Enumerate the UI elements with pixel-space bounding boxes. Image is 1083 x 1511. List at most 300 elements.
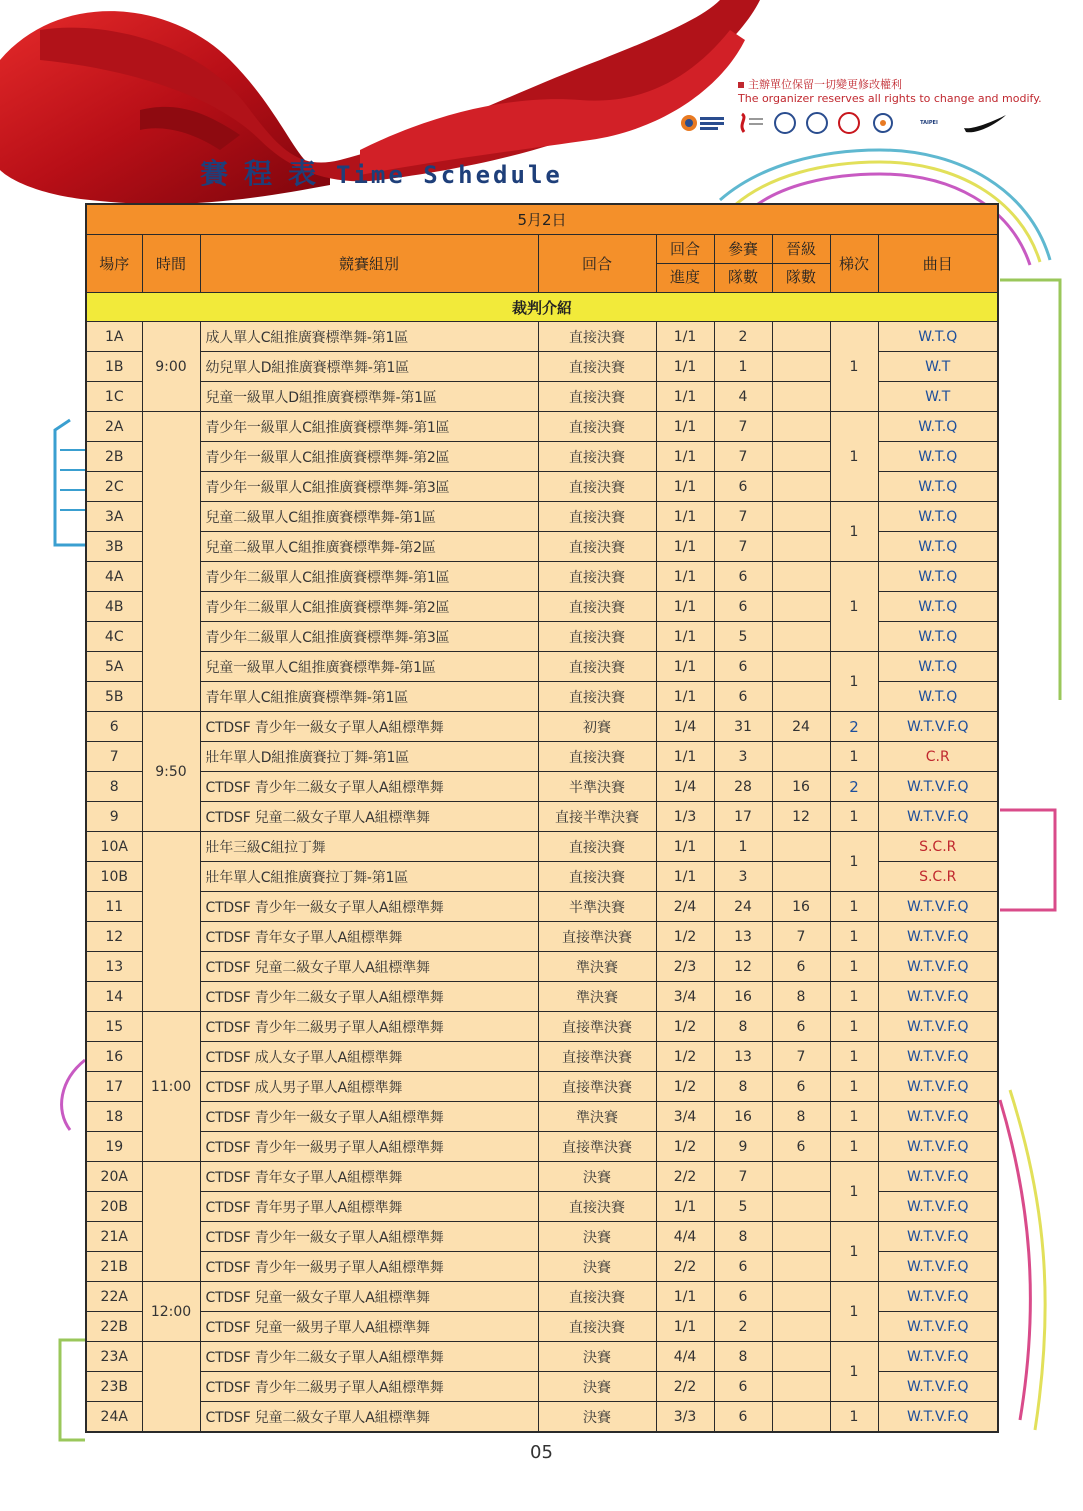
organizer-notice	[738, 78, 1058, 106]
cell-progress: 2/2	[656, 1252, 714, 1282]
cell-entries: 16	[714, 1102, 772, 1132]
table-row	[86, 502, 998, 532]
cell-advance: 24	[772, 712, 830, 742]
cell-entries: 6	[714, 1252, 772, 1282]
cell-progress: 1/1	[656, 862, 714, 892]
cell-category: 成人單人C組推廣賽標準舞-第1區	[200, 322, 538, 352]
cell-category: CTDSF 青少年一級女子單人A組標準舞	[200, 1102, 538, 1132]
cell-round: 直接決賽	[538, 1192, 656, 1222]
cell-progress: 1/1	[656, 682, 714, 712]
cell-category: CTDSF 青少年二級女子單人A組標準舞	[200, 772, 538, 802]
cell-entries: 7	[714, 532, 772, 562]
cell-progress: 1/1	[656, 412, 714, 442]
cell-music: W.T.Q	[878, 322, 998, 352]
cell-round: 直接決賽	[538, 352, 656, 382]
cell-seq: 9	[86, 802, 142, 832]
cell-progress: 1/1	[656, 1312, 714, 1342]
table-row	[86, 1402, 998, 1433]
cell-seq: 10B	[86, 862, 142, 892]
cell-seq: 11	[86, 892, 142, 922]
cell-advance	[772, 1372, 830, 1402]
table-row	[86, 922, 998, 952]
cell-entries: 28	[714, 772, 772, 802]
cell-music: W.T.V.F.Q	[878, 1222, 998, 1252]
cell-music: W.T.Q	[878, 652, 998, 682]
cell-round: 直接決賽	[538, 472, 656, 502]
cell-round: 直接決賽	[538, 592, 656, 622]
cell-advance: 16	[772, 772, 830, 802]
cell-music: W.T.V.F.Q	[878, 922, 998, 952]
cell-entries: 8	[714, 1222, 772, 1252]
cell-advance	[772, 472, 830, 502]
table-row	[86, 952, 998, 982]
cell-advance	[772, 322, 830, 352]
cell-seq: 1C	[86, 382, 142, 412]
cell-heats: 1	[830, 322, 878, 412]
cell-progress: 1/1	[656, 562, 714, 592]
table-row	[86, 982, 998, 1012]
cell-round: 直接決賽	[538, 832, 656, 862]
cell-round: 決賽	[538, 1372, 656, 1402]
cell-heats: 1	[830, 892, 878, 922]
cell-seq: 12	[86, 922, 142, 952]
cell-round: 直接決賽	[538, 622, 656, 652]
cell-entries: 13	[714, 922, 772, 952]
table-row	[86, 742, 998, 772]
cell-seq: 24A	[86, 1402, 142, 1433]
cell-round: 直接決賽	[538, 1282, 656, 1312]
cell-entries: 31	[714, 712, 772, 742]
cell-progress: 4/4	[656, 1342, 714, 1372]
cell-music: W.T.V.F.Q	[878, 952, 998, 982]
cell-round: 直接準決賽	[538, 1012, 656, 1042]
cell-advance	[772, 1282, 830, 1312]
cell-advance: 12	[772, 802, 830, 832]
cell-advance	[772, 1192, 830, 1222]
cell-heats: 1	[830, 982, 878, 1012]
cell-heats: 1	[830, 502, 878, 562]
cell-heats: 1	[830, 1342, 878, 1402]
table-row	[86, 412, 998, 442]
cell-entries: 24	[714, 892, 772, 922]
cell-round: 直接半準決賽	[538, 802, 656, 832]
cell-category: 幼兒單人D組推廣賽標準舞-第1區	[200, 352, 538, 382]
table-row	[86, 772, 998, 802]
cell-category: CTDSF 青少年二級女子單人A組標準舞	[200, 1342, 538, 1372]
cell-advance	[772, 502, 830, 532]
cell-music: W.T.V.F.Q	[878, 1012, 998, 1042]
cell-advance	[772, 1342, 830, 1372]
cell-entries: 7	[714, 502, 772, 532]
cell-music: W.T.V.F.Q	[878, 892, 998, 922]
cell-heats: 1	[830, 1042, 878, 1072]
table-row	[86, 1162, 998, 1192]
cell-round: 直接準決賽	[538, 1072, 656, 1102]
cell-seq: 7	[86, 742, 142, 772]
cell-category: CTDSF 兒童二級女子單人A組標準舞	[200, 802, 538, 832]
cell-progress: 1/1	[656, 592, 714, 622]
cell-category: 青少年一級單人C組推廣賽標準舞-第1區	[200, 412, 538, 442]
cell-round: 準決賽	[538, 982, 656, 1012]
cell-category: 青少年一級單人C組推廣賽標準舞-第2區	[200, 442, 538, 472]
cell-category: 兒童一級單人D組推廣賽標準舞-第1區	[200, 382, 538, 412]
cell-advance	[772, 652, 830, 682]
cell-music: W.T.Q	[878, 412, 998, 442]
cell-music: W.T.V.F.Q	[878, 1342, 998, 1372]
cell-advance	[772, 442, 830, 472]
cell-music: W.T.Q	[878, 502, 998, 532]
cell-entries: 6	[714, 562, 772, 592]
cell-time	[142, 412, 200, 712]
judge-introduction: 裁判介紹	[86, 293, 998, 322]
cell-advance	[772, 1402, 830, 1433]
cell-entries: 6	[714, 682, 772, 712]
cell-entries: 17	[714, 802, 772, 832]
cell-seq: 6	[86, 712, 142, 742]
cell-round: 半準決賽	[538, 772, 656, 802]
cell-music: W.T.V.F.Q	[878, 1042, 998, 1072]
cell-category: CTDSF 兒童二級女子單人A組標準舞	[200, 1402, 538, 1433]
cell-time: 11:00	[142, 1012, 200, 1162]
cell-category: CTDSF 青少年一級女子單人A組標準舞	[200, 892, 538, 922]
cell-seq: 13	[86, 952, 142, 982]
intro-row	[86, 293, 998, 322]
cell-seq: 4C	[86, 622, 142, 652]
cell-progress: 3/3	[656, 1402, 714, 1433]
header-advance: 晉級 隊數	[772, 235, 830, 293]
cell-category: CTDSF 成人女子單人A組標準舞	[200, 1042, 538, 1072]
cell-entries: 1	[714, 832, 772, 862]
header-music: 曲目	[878, 235, 998, 293]
cell-round: 直接決賽	[538, 862, 656, 892]
cell-time	[142, 1342, 200, 1433]
cell-category: 兒童一級單人C組推廣賽標準舞-第1區	[200, 652, 538, 682]
schedule-table	[85, 203, 999, 1433]
cell-category: CTDSF 青少年二級男子單人A組標準舞	[200, 1372, 538, 1402]
association-logo	[838, 112, 860, 134]
cell-entries: 8	[714, 1342, 772, 1372]
cell-entries: 9	[714, 1132, 772, 1162]
cell-music: W.T	[878, 352, 998, 382]
cell-entries: 13	[714, 1042, 772, 1072]
bullet-icon	[738, 82, 744, 88]
cell-entries: 6	[714, 1372, 772, 1402]
cell-advance	[772, 682, 830, 712]
cell-time: 9:50	[142, 712, 200, 832]
header-time: 時間	[142, 235, 200, 293]
header-round: 回合	[538, 235, 656, 293]
cell-round: 決賽	[538, 1252, 656, 1282]
cell-entries: 4	[714, 382, 772, 412]
cell-heats: 1	[830, 832, 878, 892]
cell-progress: 1/1	[656, 442, 714, 472]
cell-round: 直接決賽	[538, 502, 656, 532]
cell-heats: 1	[830, 1132, 878, 1162]
header-entries: 參賽 隊數	[714, 235, 772, 293]
cell-category: CTDSF 青少年二級女子單人A組標準舞	[200, 982, 538, 1012]
cell-round: 準決賽	[538, 1102, 656, 1132]
cell-entries: 16	[714, 982, 772, 1012]
cell-heats: 2	[830, 772, 878, 802]
cell-seq: 18	[86, 1102, 142, 1132]
cell-progress: 2/2	[656, 1372, 714, 1402]
cell-entries: 3	[714, 742, 772, 772]
cell-advance: 6	[772, 952, 830, 982]
cell-advance: 6	[772, 1072, 830, 1102]
table-row	[86, 1012, 998, 1042]
cell-time: 9:00	[142, 322, 200, 412]
cell-progress: 1/2	[656, 1042, 714, 1072]
cell-advance	[772, 382, 830, 412]
cell-category: 青年單人C組推廣賽標準舞-第1區	[200, 682, 538, 712]
cell-progress: 3/4	[656, 982, 714, 1012]
cell-heats: 1	[830, 652, 878, 712]
cell-category: CTDSF 兒童二級女子單人A組標準舞	[200, 952, 538, 982]
cell-music: W.T.V.F.Q	[878, 982, 998, 1012]
cell-category: CTDSF 青少年一級女子單人A組標準舞	[200, 1222, 538, 1252]
cell-advance	[772, 622, 830, 652]
cell-entries: 1	[714, 352, 772, 382]
dance-sport-logo	[736, 112, 764, 134]
cell-progress: 1/2	[656, 1072, 714, 1102]
cell-seq: 22A	[86, 1282, 142, 1312]
header-row	[86, 235, 998, 293]
cell-entries: 5	[714, 622, 772, 652]
cell-progress: 1/1	[656, 502, 714, 532]
cell-music: W.T.V.F.Q	[878, 1312, 998, 1342]
cell-time	[142, 832, 200, 1012]
cell-progress: 3/4	[656, 1102, 714, 1132]
cell-entries: 7	[714, 442, 772, 472]
cell-advance	[772, 1162, 830, 1192]
cell-seq: 20A	[86, 1162, 142, 1192]
cell-seq: 15	[86, 1012, 142, 1042]
table-row	[86, 1222, 998, 1252]
cell-advance	[772, 592, 830, 622]
cell-category: CTDSF 青少年二級男子單人A組標準舞	[200, 1012, 538, 1042]
cell-advance	[772, 1312, 830, 1342]
cell-progress: 1/2	[656, 1012, 714, 1042]
cell-progress: 1/3	[656, 802, 714, 832]
cell-heats: 2	[830, 712, 878, 742]
emblem-logo	[870, 112, 896, 134]
cell-round: 直接準決賽	[538, 1042, 656, 1072]
cell-category: 兒童二級單人C組推廣賽標準舞-第1區	[200, 502, 538, 532]
cell-round: 直接決賽	[538, 562, 656, 592]
cell-advance	[772, 532, 830, 562]
cell-round: 直接決賽	[538, 742, 656, 772]
cell-progress: 1/4	[656, 772, 714, 802]
page-number: 05	[530, 1442, 553, 1463]
cell-seq: 4A	[86, 562, 142, 592]
cell-category: CTDSF 青少年一級女子單人A組標準舞	[200, 712, 538, 742]
cell-round: 直接決賽	[538, 682, 656, 712]
cell-heats: 1	[830, 802, 878, 832]
notice-zh: 主辦單位保留一切變更修改權利	[738, 78, 1058, 92]
cell-advance	[772, 352, 830, 382]
cell-seq: 2B	[86, 442, 142, 472]
cell-music: W.T	[878, 382, 998, 412]
table-row	[86, 802, 998, 832]
table-row	[86, 1132, 998, 1162]
table-row	[86, 832, 998, 862]
cell-progress: 1/1	[656, 532, 714, 562]
cell-advance	[772, 412, 830, 442]
cell-round: 直接決賽	[538, 322, 656, 352]
cell-seq: 21A	[86, 1222, 142, 1252]
world-dancesport-logo	[680, 112, 726, 134]
cell-entries: 7	[714, 412, 772, 442]
cell-seq: 3B	[86, 532, 142, 562]
cell-category: 青少年一級單人C組推廣賽標準舞-第3區	[200, 472, 538, 502]
header-seq: 場序	[86, 235, 142, 293]
cell-progress: 2/2	[656, 1162, 714, 1192]
cell-heats: 1	[830, 922, 878, 952]
cell-seq: 22B	[86, 1312, 142, 1342]
cell-category: CTDSF 青年女子單人A組標準舞	[200, 922, 538, 952]
cell-round: 決賽	[538, 1222, 656, 1252]
cell-progress: 1/2	[656, 1132, 714, 1162]
cell-music: S.C.R	[878, 862, 998, 892]
cell-music: W.T.Q	[878, 592, 998, 622]
cell-entries: 8	[714, 1012, 772, 1042]
table-row	[86, 322, 998, 352]
nike-logo	[962, 112, 1008, 134]
cell-entries: 12	[714, 952, 772, 982]
cell-music: W.T.Q	[878, 622, 998, 652]
cell-round: 直接決賽	[538, 532, 656, 562]
cell-entries: 5	[714, 1192, 772, 1222]
cell-category: 青少年二級單人C組推廣賽標準舞-第3區	[200, 622, 538, 652]
cell-heats: 1	[830, 1402, 878, 1433]
cell-seq: 23A	[86, 1342, 142, 1372]
cell-seq: 23B	[86, 1372, 142, 1402]
cell-music: W.T.V.F.Q	[878, 1192, 998, 1222]
cell-round: 初賽	[538, 712, 656, 742]
cell-seq: 17	[86, 1072, 142, 1102]
cell-progress: 1/1	[656, 352, 714, 382]
cell-music: W.T.V.F.Q	[878, 1282, 998, 1312]
cell-entries: 6	[714, 1282, 772, 1312]
cell-heats: 1	[830, 1102, 878, 1132]
cell-advance	[772, 562, 830, 592]
cell-progress: 1/1	[656, 832, 714, 862]
sponsor-logos	[680, 110, 1030, 136]
cell-progress: 1/1	[656, 322, 714, 352]
cell-round: 直接決賽	[538, 652, 656, 682]
cell-round: 決賽	[538, 1162, 656, 1192]
cell-heats: 1	[830, 1222, 878, 1282]
cell-music: W.T.V.F.Q	[878, 1372, 998, 1402]
cell-advance: 8	[772, 1102, 830, 1132]
cell-progress: 2/4	[656, 892, 714, 922]
table-row	[86, 712, 998, 742]
cell-music: W.T.Q	[878, 532, 998, 562]
cell-round: 直接決賽	[538, 382, 656, 412]
cell-heats: 1	[830, 952, 878, 982]
cell-seq: 16	[86, 1042, 142, 1072]
header-heats: 梯次	[830, 235, 878, 293]
cell-category: CTDSF 成人男子單人A組標準舞	[200, 1072, 538, 1102]
cell-category: 壯年三級C組拉丁舞	[200, 832, 538, 862]
cell-heats: 1	[830, 412, 878, 502]
schedule-date: 5月2日	[86, 204, 998, 235]
cell-progress: 4/4	[656, 1222, 714, 1252]
cell-round: 直接準決賽	[538, 1132, 656, 1162]
cell-heats: 1	[830, 1282, 878, 1342]
cell-seq: 20B	[86, 1192, 142, 1222]
cell-seq: 3A	[86, 502, 142, 532]
cell-music: W.T.Q	[878, 442, 998, 472]
table-row	[86, 1282, 998, 1312]
olympic-committee-logo	[806, 112, 828, 134]
cell-category: CTDSF 青年男子單人A組標準舞	[200, 1192, 538, 1222]
cell-music: W.T.V.F.Q	[878, 1102, 998, 1132]
cell-advance: 8	[772, 982, 830, 1012]
cell-seq: 21B	[86, 1252, 142, 1282]
cell-music: W.T.Q	[878, 682, 998, 712]
cell-category: CTDSF 兒童一級男子單人A組標準舞	[200, 1312, 538, 1342]
cell-music: W.T.Q	[878, 472, 998, 502]
cell-music: W.T.V.F.Q	[878, 772, 998, 802]
cell-heats: 1	[830, 562, 878, 652]
cell-round: 準決賽	[538, 952, 656, 982]
table-row	[86, 892, 998, 922]
cell-entries: 6	[714, 472, 772, 502]
cell-seq: 1A	[86, 322, 142, 352]
cell-advance: 7	[772, 1042, 830, 1072]
cell-progress: 1/1	[656, 622, 714, 652]
cell-progress: 1/4	[656, 712, 714, 742]
cell-category: CTDSF 青少年一級男子單人A組標準舞	[200, 1132, 538, 1162]
title-zh: 賽程表	[200, 157, 333, 190]
cell-entries: 2	[714, 322, 772, 352]
cell-progress: 1/2	[656, 922, 714, 952]
cell-music: C.R	[878, 742, 998, 772]
cell-round: 決賽	[538, 1342, 656, 1372]
cell-seq: 2A	[86, 412, 142, 442]
cell-time: 12:00	[142, 1282, 200, 1342]
cell-seq: 8	[86, 772, 142, 802]
cell-advance	[772, 742, 830, 772]
title-en: Time Schedule	[336, 161, 563, 189]
cell-heats: 1	[830, 1012, 878, 1042]
cell-entries: 3	[714, 862, 772, 892]
table-row	[86, 652, 998, 682]
cell-time	[142, 1162, 200, 1282]
cell-entries: 6	[714, 1402, 772, 1433]
cell-round: 直接決賽	[538, 1312, 656, 1342]
cell-category: 青少年二級單人C組推廣賽標準舞-第1區	[200, 562, 538, 592]
cell-entries: 7	[714, 1162, 772, 1192]
cell-music: W.T.V.F.Q	[878, 712, 998, 742]
cell-category: 壯年單人C組推廣賽拉丁舞-第1區	[200, 862, 538, 892]
header-category: 競賽組別	[200, 235, 538, 293]
cell-seq: 4B	[86, 592, 142, 622]
cell-heats: 1	[830, 1162, 878, 1222]
cell-progress: 2/3	[656, 952, 714, 982]
cell-category: 青少年二級單人C組推廣賽標準舞-第2區	[200, 592, 538, 622]
cell-advance	[772, 1222, 830, 1252]
cell-entries: 6	[714, 652, 772, 682]
cell-advance	[772, 1252, 830, 1282]
table-row	[86, 1072, 998, 1102]
cell-category: CTDSF 兒童一級女子單人A組標準舞	[200, 1282, 538, 1312]
cell-advance: 7	[772, 922, 830, 952]
cell-seq: 10A	[86, 832, 142, 862]
cell-progress: 1/1	[656, 742, 714, 772]
cell-music: W.T.V.F.Q	[878, 1252, 998, 1282]
